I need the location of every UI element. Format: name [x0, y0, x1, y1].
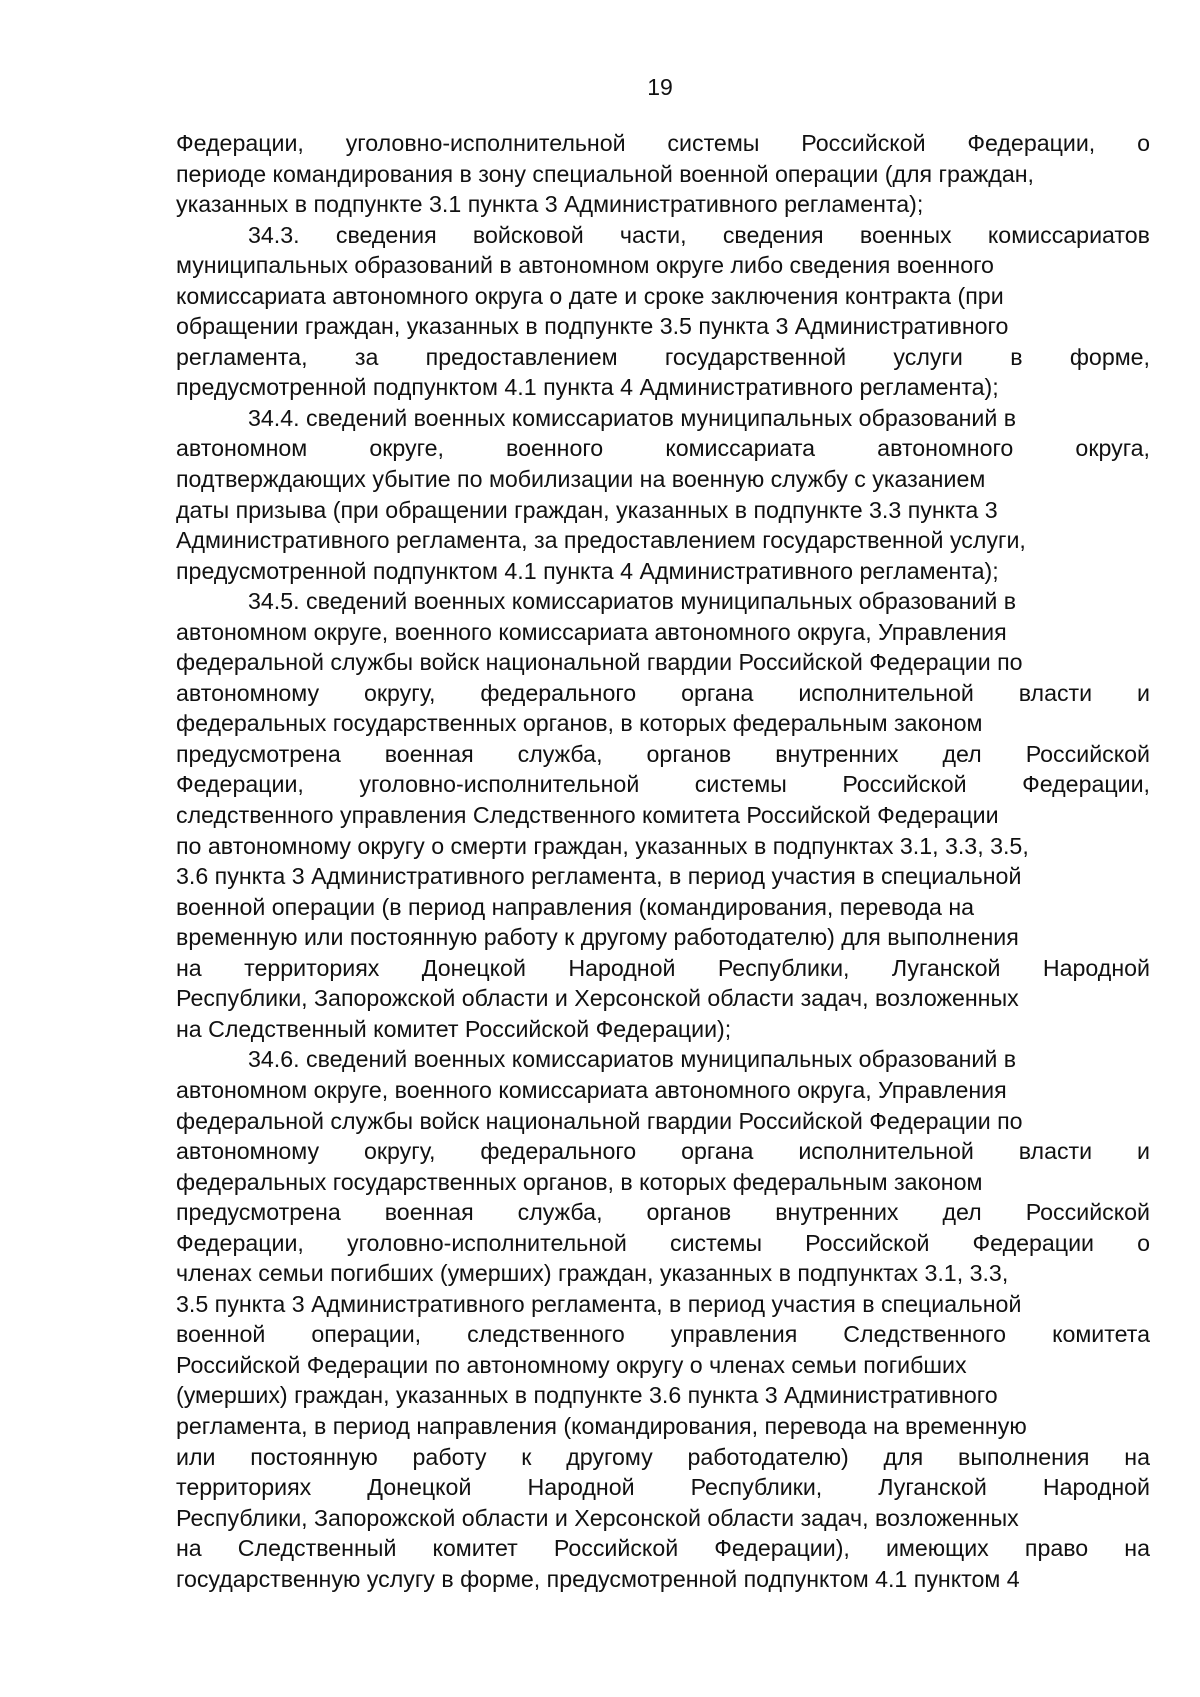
text-line: федеральной службы войск национальной гвардии Российской Федерации по	[176, 1107, 1023, 1134]
text-line: по автономному округу о смерти граждан, указанных в подпунктах 3.1, 3.3, 3.5,	[176, 832, 1029, 859]
text-line: Российской Федерации по автономному округу о членах семьи погибших	[176, 1351, 967, 1378]
text-line: на Следственный комитет Российской Федерации), имеющих право на	[176, 1535, 1150, 1562]
text-line: Федерации, уголовно-исполнительной системы Российской Федерации о	[176, 1229, 1150, 1256]
text-line: временную или постоянную работу к другому работодателю) для выполнения	[176, 924, 1019, 951]
text-line: 3.5 пункта 3 Административного регламента, в период участия в специальной	[176, 1290, 1022, 1317]
text-line: 34.5. сведений военных комиссариатов муниципальных образований в	[248, 588, 1017, 615]
text-line: федеральной службы войск национальной гвардии Российской Федерации по	[176, 649, 1023, 676]
text-line: периоде командирования в зону специальной военной операции (для граждан,	[176, 160, 1034, 187]
text-line: даты призыва (при обращении граждан, указанных в подпункте 3.3 пункта 3	[176, 496, 998, 523]
text-line: следственного управления Следственного комитета Российской Федерации	[176, 802, 999, 829]
text-line: военной операции (в период направления (командирования, перевода на	[176, 893, 975, 920]
text-line: федеральных государственных органов, в которых федеральным законом	[176, 710, 983, 737]
page-number: 19	[647, 74, 673, 100]
text-line: обращении граждан, указанных в подпункте 3.5 пункта 3 Административного	[176, 313, 1009, 340]
text-line: федеральных государственных органов, в которых федеральным законом	[176, 1168, 983, 1195]
text-line: Административного регламента, за предоставлением государственной услуги,	[176, 527, 1026, 554]
text-line: Федерации, уголовно-исполнительной системы Российской Федерации, о	[176, 130, 1150, 156]
text-line: государственную услугу в форме, предусмотренной подпунктом 4.1 пунктом 4	[176, 1565, 1020, 1592]
text-line: военной операции, следственного управления Следственного комитета	[176, 1321, 1150, 1348]
text-line: предусмотрена военная служба, органов внутренних дел Российской	[176, 1199, 1150, 1226]
text-line: автономном округе, военного комиссариата автономного округа,	[176, 435, 1150, 462]
text-line: Республики, Запорожской области и Херсонской области задач, возложенных	[176, 985, 1019, 1012]
text-line: 34.3. сведения войсковой части, сведения военных комиссариатов	[248, 221, 1150, 248]
text-line: регламента, в период направления (командирования, перевода на временную	[176, 1412, 1027, 1439]
text-line: предусмотренной подпунктом 4.1 пункта 4 Административного регламента);	[176, 557, 999, 584]
text-line: или постоянную работу к другому работодателю) для выполнения на	[176, 1443, 1150, 1470]
text-line: (умерших) граждан, указанных в подпункте 3.6 пункта 3 Административного	[176, 1382, 998, 1409]
text-line: 34.6. сведений военных комиссариатов муниципальных образований в	[248, 1046, 1017, 1073]
text-line: Федерации, уголовно-исполнительной системы Российской Федерации,	[176, 771, 1150, 798]
text-line: автономному округу, федерального органа исполнительной власти и	[176, 679, 1150, 706]
text-line: автономном округе, военного комиссариата автономного округа, Управления	[176, 1076, 1007, 1103]
text-line: регламента, за предоставлением государственной услуги в форме,	[176, 343, 1150, 370]
text-line: автономному округу, федерального органа исполнительной власти и	[176, 1138, 1150, 1165]
text-line: предусмотрена военная служба, органов внутренних дел Российской	[176, 740, 1150, 767]
text-line: муниципальных образований в автономном округе либо сведения военного	[176, 252, 994, 279]
text-line: на территориях Донецкой Народной Республики, Луганской Народной	[176, 954, 1150, 981]
text-line: автономном округе, военного комиссариата автономного округа, Управления	[176, 618, 1007, 645]
text-line: указанных в подпункте 3.1 пункта 3 Административного регламента);	[176, 191, 924, 218]
document-body	[176, 128, 1150, 1594]
text-line: территориях Донецкой Народной Республики, Луганской Народной	[176, 1474, 1150, 1501]
text-line: комиссариата автономного округа о дате и сроке заключения контракта (при	[176, 282, 1004, 309]
text-line: членах семьи погибших (умерших) граждан, указанных в подпунктах 3.1, 3.3,	[176, 1260, 1009, 1287]
text-line: на Следственный комитет Российской Федерации);	[176, 1015, 732, 1042]
text-line: предусмотренной подпунктом 4.1 пункта 4 Административного регламента);	[176, 374, 999, 401]
text-line: 3.6 пункта 3 Административного регламента, в период участия в специальной	[176, 863, 1022, 890]
text-line: подтверждающих убытие по мобилизации на военную службу с указанием	[176, 466, 986, 493]
text-line: 34.4. сведений военных комиссариатов муниципальных образований в	[248, 404, 1017, 431]
text-line: Республики, Запорожской области и Херсонской области задач, возложенных	[176, 1504, 1019, 1531]
